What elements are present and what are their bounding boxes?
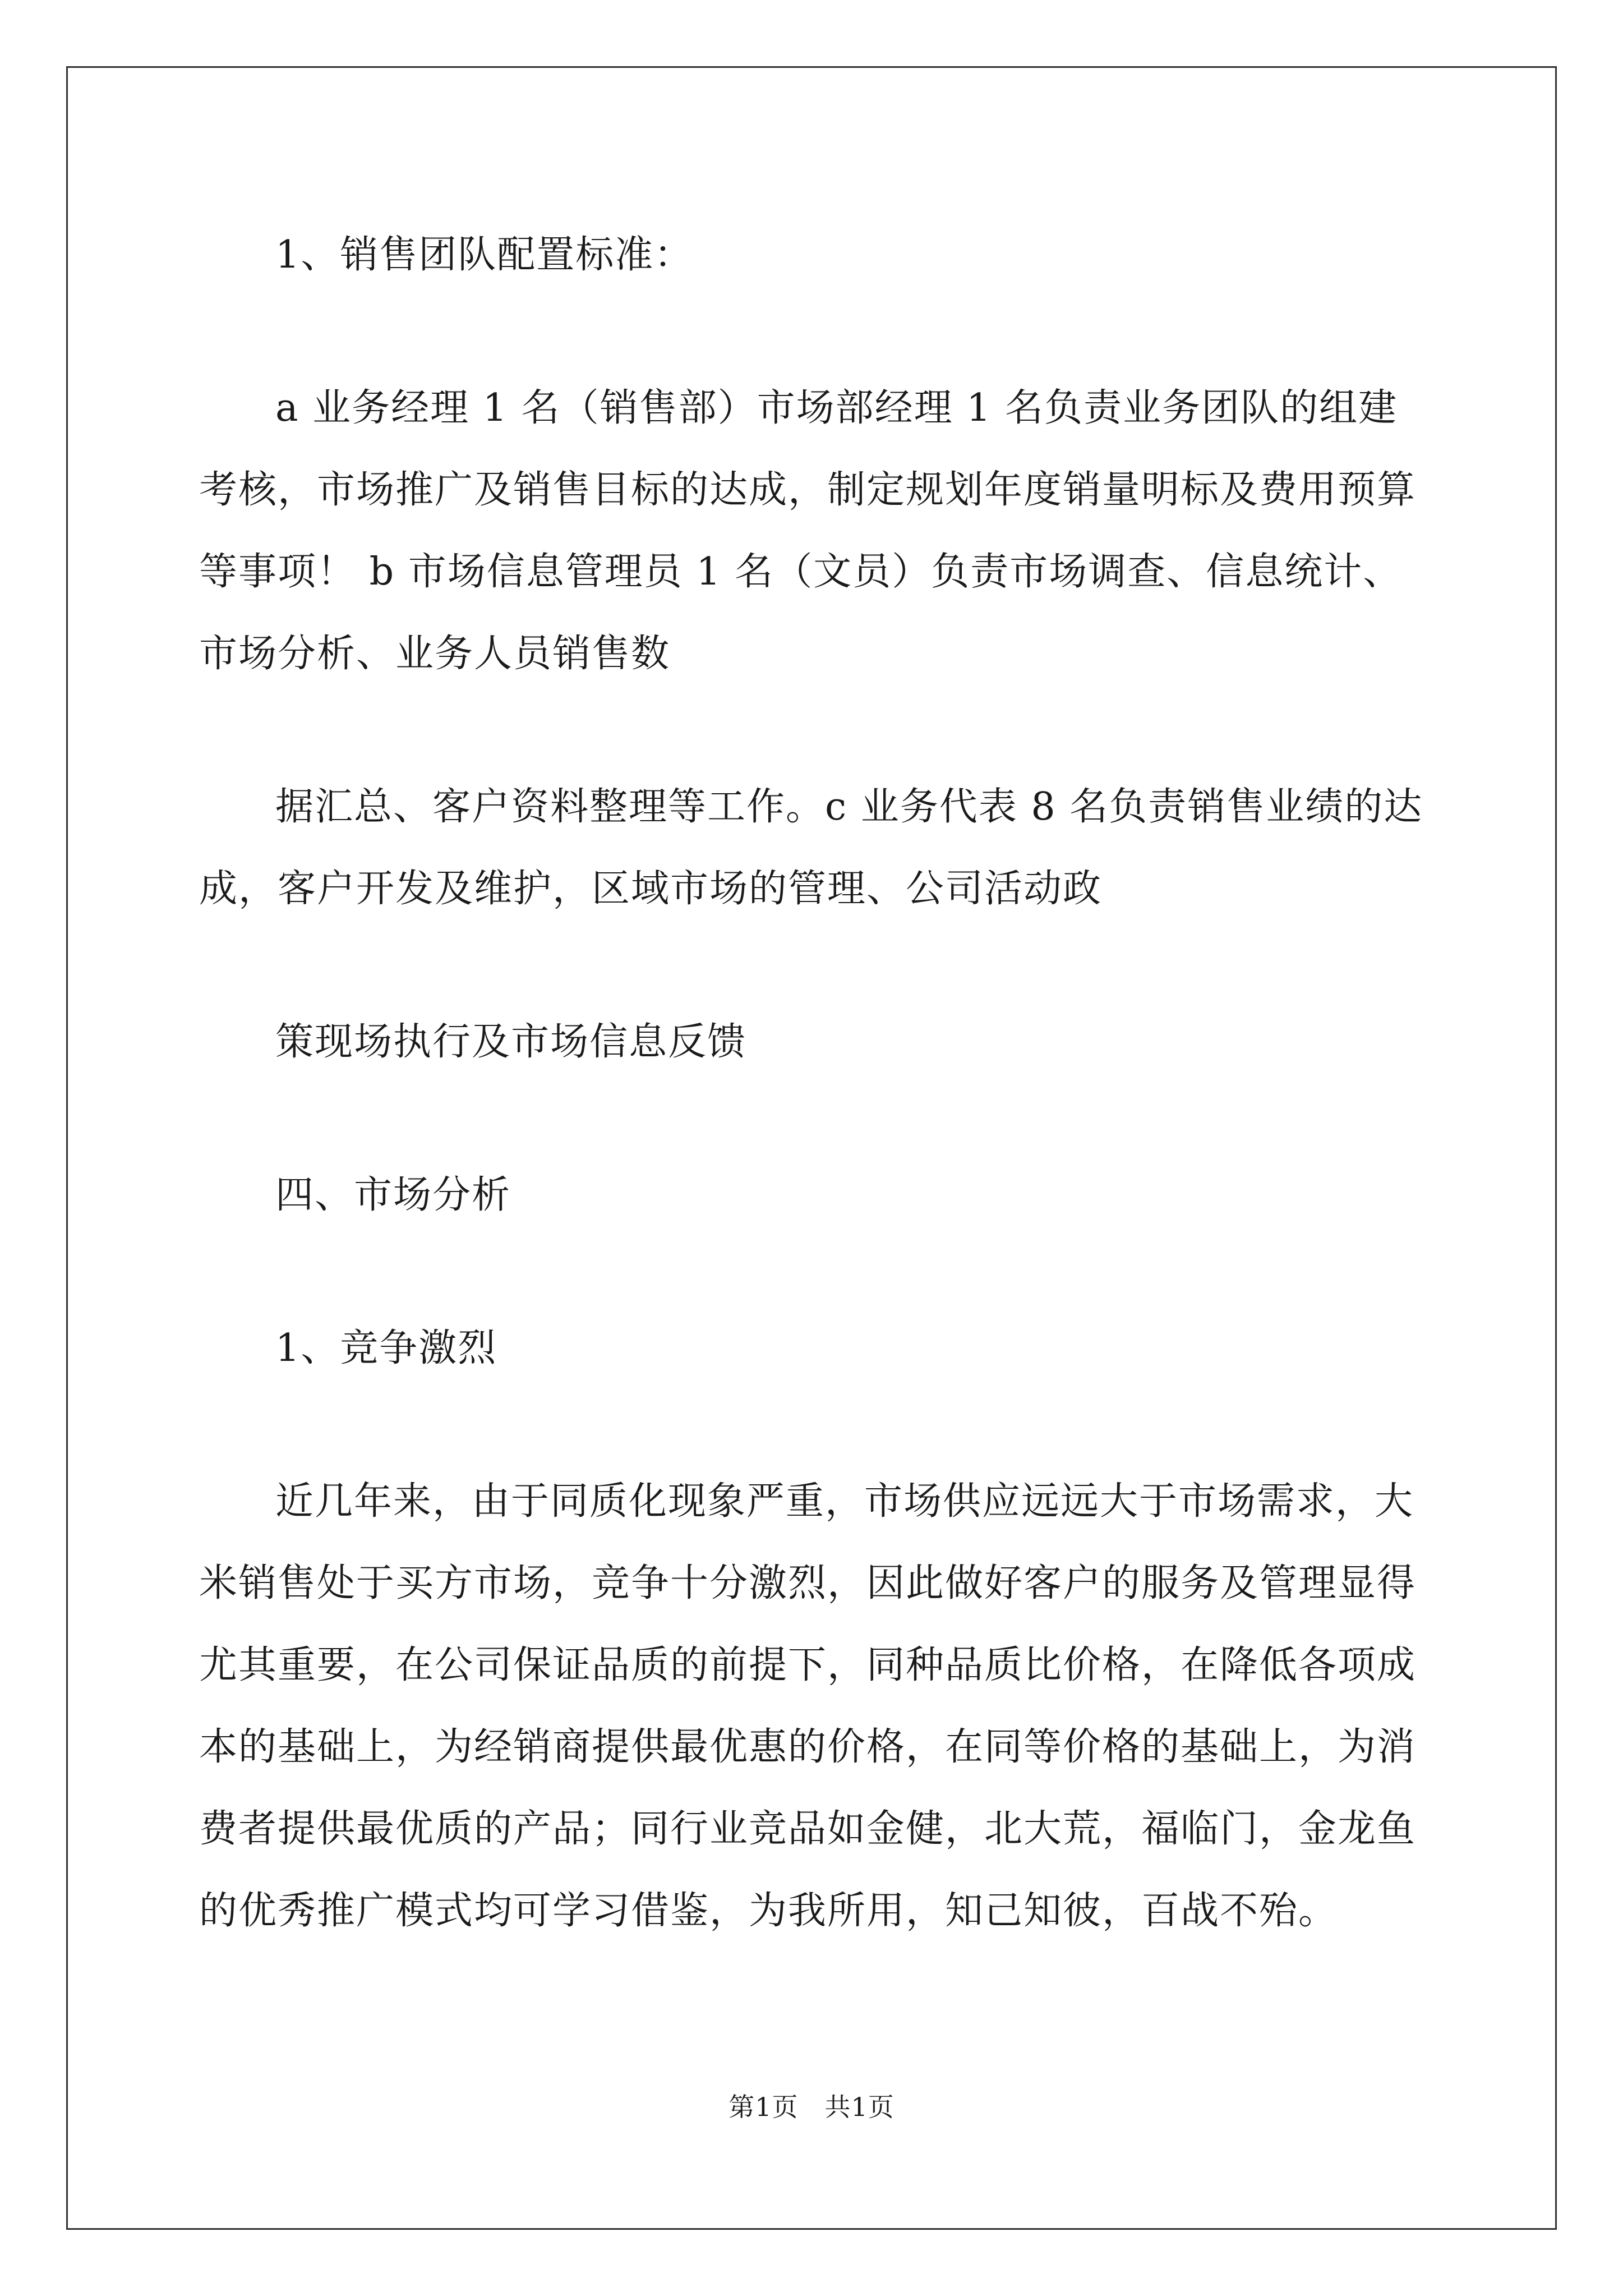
section-heading-sales-team: 1、销售团队配置标准：	[275, 233, 694, 277]
paragraph-sales-rep-duties: 据汇总、客户资料整理等工作。c 业务代表 8 名负责销售业绩的达成，客户开发及维护，区域市场的管理、公司活动政	[199, 785, 1423, 911]
subheading-competition: 1、竞争激烈	[275, 1326, 497, 1370]
document-body	[199, 214, 1433, 2023]
section-heading-market-analysis: 四、市场分析	[275, 1173, 511, 1217]
paragraph-policy-execution: 策现场执行及市场信息反馈	[275, 1020, 747, 1064]
page-number-footer: 第1页 共1页	[728, 2092, 895, 2122]
paragraph-team-roles: a 业务经理 1 名（销售部）市场部经理 1 名负责业务团队的组建考核，市场推广及销售目标的达成，制定规划年度销量明标及费用预算等事项！ b 市场信息管理员 1 名（文员）负责市场调查、信息统计、市场分析、业务人员销售数	[199, 386, 1417, 676]
paragraph-competition-detail: 近几年来，由于同质化现象严重，市场供应远远大于市场需求，大米销售处于买方市场，竞争十分激烈，因此做好客户的服务及管理显得尤其重要，在公司保证品质的前提下，同种品质比价格，在降低各项成本的基础上，为经销商提供最优惠的价格，在同等价格的基础上，为消费者提供最优质的产品；同行业竞品如金健，北大荒，福临门，金龙鱼的优秀推广模式均可学习借鉴，为我所用，知己知彼，百战不殆。	[199, 1479, 1417, 1933]
